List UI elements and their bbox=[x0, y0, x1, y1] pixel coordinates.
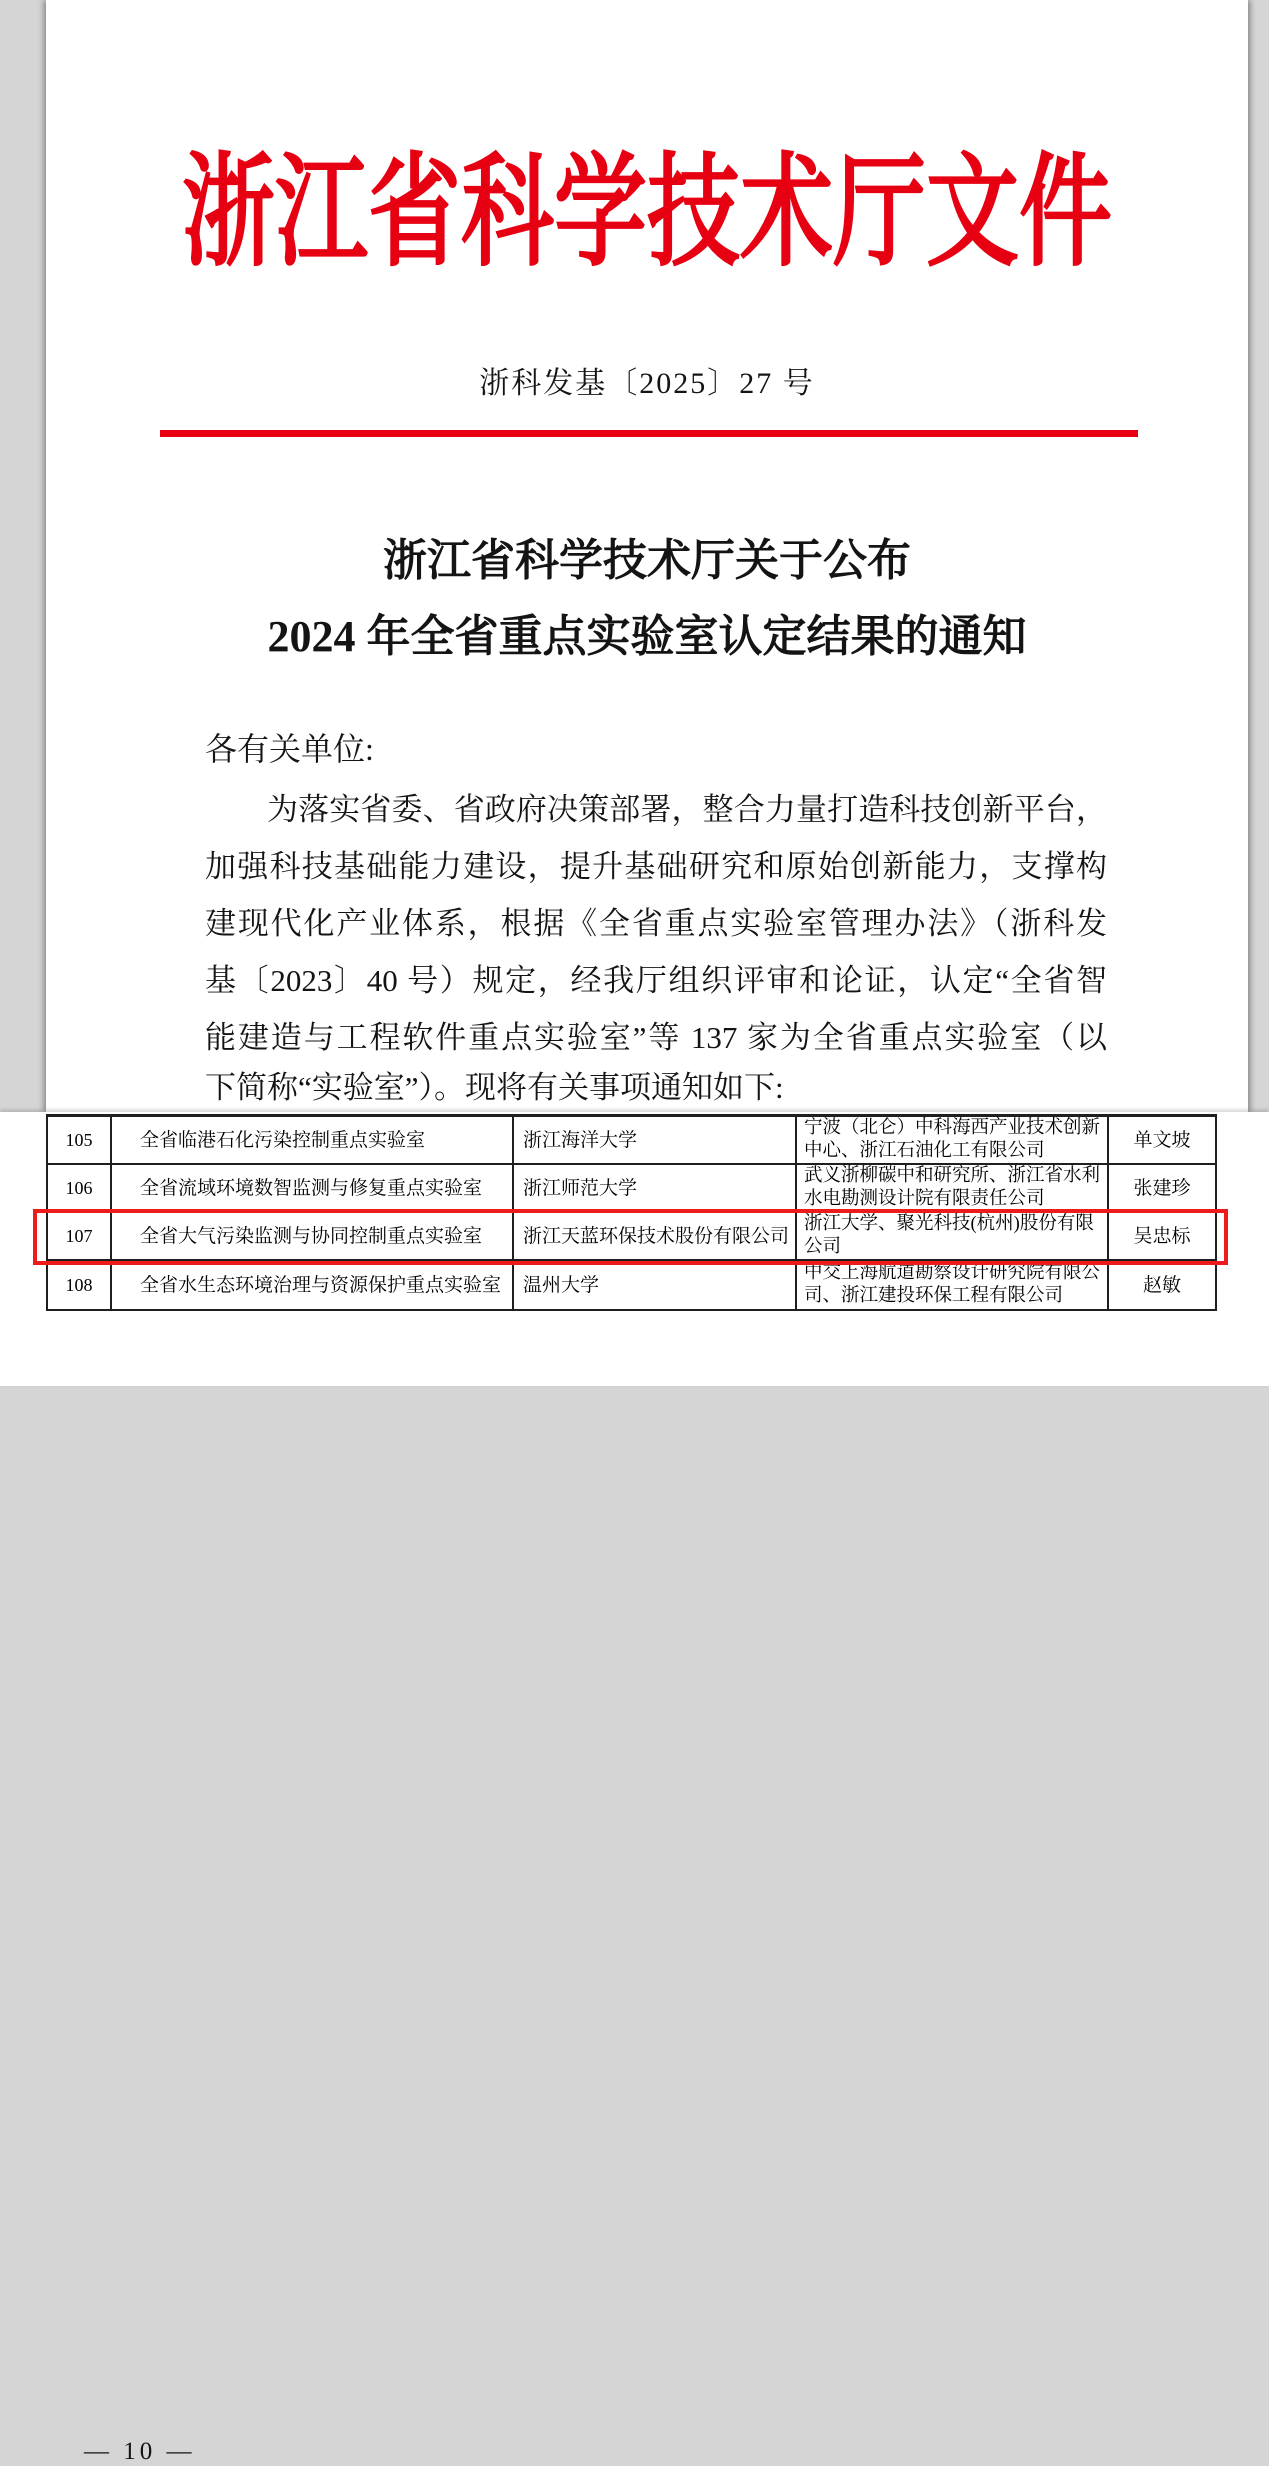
notice-title-line2: 2024 年全省重点实验室认定结果的通知 bbox=[267, 612, 1027, 661]
document-page bbox=[46, 0, 1248, 1112]
cell-director: 单文坡 bbox=[1133, 1129, 1191, 1151]
cell-partners: 浙江大学、聚光科技(杭州)股份有限公司 bbox=[797, 1213, 1109, 1259]
table-row-106 bbox=[48, 1165, 1215, 1213]
body-line: 基〔2023〕40 号）规定，经我厅组织评审和论证，认定“全省智 bbox=[205, 963, 1107, 998]
cell-host-unit: 浙江天蓝环保技术股份有限公司 bbox=[514, 1213, 797, 1259]
cell-row-number: 105 bbox=[48, 1117, 112, 1163]
red-separator-line bbox=[160, 430, 1138, 437]
salutation: 各有关单位: bbox=[205, 731, 374, 767]
page-number: — 10 — bbox=[84, 2438, 196, 2465]
cell-host-unit: 温州大学 bbox=[514, 1261, 797, 1309]
body-line: 下简称“实验室”）。现将有关事项通知如下: bbox=[205, 1070, 784, 1105]
body-line: 能建造与工程软件重点实验室”等 137 家为全省重点实验室（以 bbox=[205, 1020, 1107, 1055]
cell-row-number: 107 bbox=[48, 1213, 112, 1259]
body-line: 加强科技基础能力建设，提升基础研究和原始创新能力，支撑构 bbox=[205, 849, 1107, 884]
cell-lab-name: 全省临港石化污染控制重点实验室 bbox=[112, 1117, 514, 1163]
cell-partners: 武义浙柳碳中和研究所、浙江省水利水电勘测设计院有限责任公司 bbox=[797, 1165, 1109, 1211]
document-number: 浙科发基〔2025〕27 号 bbox=[479, 367, 815, 400]
cell-director: 吴忠标 bbox=[1133, 1225, 1191, 1247]
table-row-108 bbox=[48, 1261, 1215, 1309]
cell-lab-name: 全省水生态环境治理与资源保护重点实验室 bbox=[112, 1261, 514, 1309]
labs-table bbox=[46, 1114, 1217, 1311]
cell-partners: 宁波（北仑）中科海西产业技术创新中心、浙江石油化工有限公司 bbox=[797, 1117, 1109, 1163]
cell-director: 赵敏 bbox=[1142, 1274, 1181, 1296]
notice-title-line1: 浙江省科学技术厅关于公布 bbox=[383, 536, 911, 585]
cell-lab-name: 全省大气污染监测与协同控制重点实验室 bbox=[112, 1213, 514, 1259]
cell-partners: 中交上海航道勘察设计研究院有限公司、浙江建投环保工程有限公司 bbox=[797, 1261, 1109, 1309]
body-line: 为落实省委、省政府决策部署，整合力量打造科技创新平台， bbox=[267, 792, 1107, 827]
cell-host-unit: 浙江海洋大学 bbox=[514, 1117, 797, 1163]
cell-host-unit: 浙江师范大学 bbox=[514, 1165, 797, 1211]
cell-row-number: 106 bbox=[48, 1165, 112, 1211]
table-row-107-highlighted bbox=[48, 1213, 1215, 1261]
table-row-105 bbox=[48, 1117, 1215, 1165]
cell-director: 张建珍 bbox=[1133, 1177, 1191, 1199]
cell-lab-name: 全省流域环境数智监测与修复重点实验室 bbox=[112, 1165, 514, 1211]
document-header-title: 浙江省科学技术厅文件 bbox=[182, 146, 1112, 282]
cell-row-number: 108 bbox=[48, 1261, 112, 1309]
body-line: 建现代化产业体系，根据《全省重点实验室管理办法》（浙科发 bbox=[205, 906, 1107, 941]
